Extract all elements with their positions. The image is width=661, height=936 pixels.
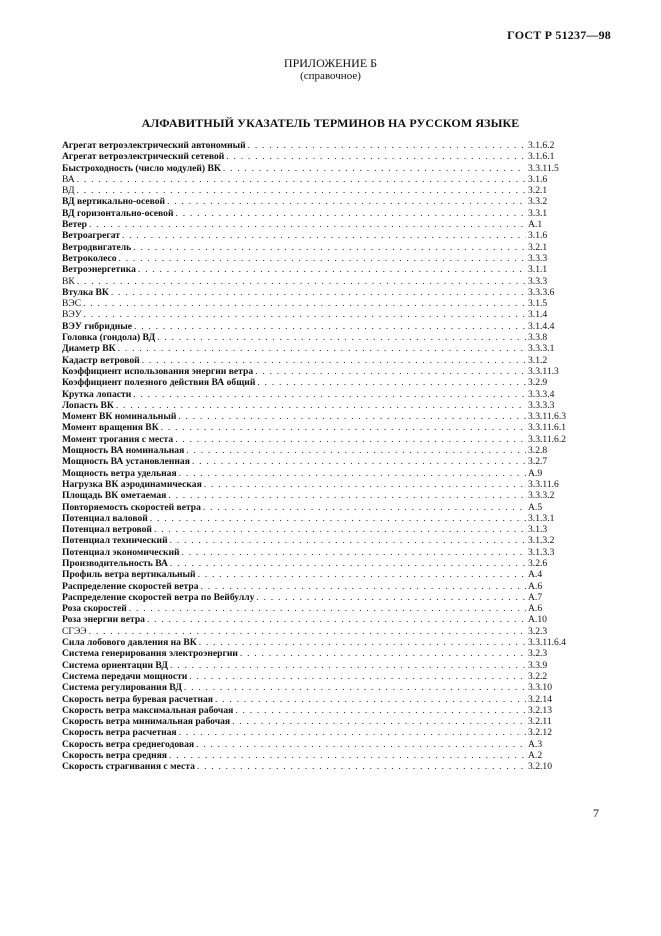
index-entry <box>62 208 586 219</box>
index-term: Скорость страгивания с места <box>62 761 195 773</box>
index-entry <box>62 287 586 298</box>
index-reference: 3.1.1 <box>528 264 548 276</box>
index-term: Потенциал технический <box>62 535 168 547</box>
index-term: Быстроходность (число модулей) ВК <box>62 162 221 174</box>
dot-leader <box>77 276 526 287</box>
dot-leader <box>226 151 526 162</box>
dot-leader <box>184 682 526 693</box>
index-reference: 3.1.5 <box>528 298 548 310</box>
index-entry <box>62 174 586 185</box>
index-reference: 3.3.3.4 <box>528 388 555 400</box>
index-term: Распределение скоростей ветра по Вейбуллу <box>62 591 255 603</box>
index-term: ВЭУ гибридные <box>62 320 133 332</box>
appendix-note: (справочное) <box>300 70 361 82</box>
index-reference: 3.3.3 <box>528 252 548 264</box>
index-reference: 3.2.1 <box>528 185 548 197</box>
index-term: Момент ВК номинальный <box>62 411 177 423</box>
dot-leader <box>111 287 526 298</box>
index-reference: А.5 <box>528 501 543 513</box>
dot-leader <box>215 694 526 705</box>
index-reference: 3.1.6 <box>528 230 548 242</box>
appendix-label: ПРИЛОЖЕНИЕ Б <box>283 56 378 70</box>
dot-leader <box>142 355 526 366</box>
index-entry <box>62 151 586 162</box>
index-term: Агрегат ветроэлектрический сетевой <box>62 151 225 163</box>
dot-leader <box>182 547 526 558</box>
dot-leader <box>186 445 526 456</box>
index-term: Роза скоростей <box>62 603 127 615</box>
index-entry <box>62 637 586 648</box>
index-reference: 3.2.9 <box>528 377 548 389</box>
index-reference: А.9 <box>528 467 543 479</box>
index-entry <box>62 298 586 309</box>
index-entry <box>62 321 586 332</box>
dot-leader <box>170 558 526 569</box>
index-entry <box>62 513 586 524</box>
index-term: Распределение скоростей ветра <box>62 580 199 592</box>
dot-leader <box>77 174 526 185</box>
index-entry <box>62 682 586 693</box>
index-term: Диаметр ВК <box>62 343 116 355</box>
index-term: Производительность ВА <box>62 557 168 569</box>
index-entry <box>62 355 586 366</box>
dot-leader <box>154 524 526 535</box>
dot-leader <box>257 377 526 388</box>
index-reference: 3.3.11.6.2 <box>528 433 567 445</box>
dot-leader <box>240 648 526 659</box>
index-entry <box>62 535 586 546</box>
index-term: Ветроэнергетика <box>62 264 136 276</box>
index-reference: 3.3.3.1 <box>528 343 555 355</box>
index-entry <box>62 264 586 275</box>
dot-leader <box>89 626 526 637</box>
index-entry <box>62 671 586 682</box>
index-reference: 3.1.3.2 <box>528 535 555 547</box>
index-reference: 3.2.2 <box>528 670 548 682</box>
index-term: Система передачи мощности <box>62 670 188 682</box>
index-reference: 3.3.11.5 <box>528 162 559 174</box>
index-entry <box>62 400 586 411</box>
index-term: Агрегат ветроэлектрический автономный <box>62 140 246 151</box>
dot-leader <box>129 603 526 614</box>
index-term: СГЭЭ <box>62 625 87 637</box>
index-entry <box>62 411 586 422</box>
index-term: Мощность ветра удельная <box>62 467 177 479</box>
dot-leader <box>116 400 526 411</box>
dot-leader <box>133 242 526 253</box>
index-entry <box>62 592 586 603</box>
index-term: Коэффициент полезного действия ВА общий <box>62 377 256 389</box>
index-term: Момент вращения ВК <box>62 422 159 434</box>
index-entry <box>62 242 586 253</box>
index-reference: 3.1.3.1 <box>528 512 555 524</box>
dot-leader <box>170 660 526 671</box>
dot-leader <box>255 366 526 377</box>
dot-leader <box>134 321 526 332</box>
dot-leader <box>167 196 526 207</box>
dot-leader <box>138 264 526 275</box>
index-reference: 3.3.3.2 <box>528 490 555 502</box>
dot-leader <box>157 332 526 343</box>
index-reference: 3.3.11.6 <box>528 478 559 490</box>
index-term: Мощность ВА установленная <box>62 456 190 468</box>
index-entry <box>62 558 586 569</box>
index-reference: 3.1.6.1 <box>528 151 555 163</box>
index-term: Скорость ветра максимальная рабочая <box>62 704 234 716</box>
index-entry <box>62 219 586 230</box>
index-term: ВЭУ <box>62 309 82 321</box>
dot-leader <box>178 411 526 422</box>
index-reference: А.6 <box>528 603 543 615</box>
index-reference: 3.1.4.4 <box>528 320 555 332</box>
index-entry <box>62 230 586 241</box>
dot-leader <box>199 637 526 648</box>
index-term: ВД <box>62 185 75 197</box>
index-entry <box>62 727 586 738</box>
dot-leader <box>83 298 526 309</box>
index-term: Ветроколесо <box>62 252 117 264</box>
index-entry <box>62 660 586 671</box>
dot-leader <box>77 185 526 196</box>
dot-leader <box>235 705 526 716</box>
page-title: АЛФАВИТНЫЙ УКАЗАТЕЛЬ ТЕРМИНОВ НА РУССКОМ ЯЗЫКЕ <box>141 116 520 130</box>
index-entry <box>62 569 586 580</box>
index-term: Скорость ветра среднегодовая <box>62 738 195 750</box>
index-entry <box>62 196 586 207</box>
index-term: Крутка лопасти <box>62 388 132 400</box>
index-entry <box>62 366 586 377</box>
index-reference: 3.2.3 <box>528 648 548 660</box>
index-entry <box>62 140 586 151</box>
index-term: Скорость ветра минимальная рабочая <box>62 716 231 728</box>
index-reference: 3.2.1 <box>528 241 548 253</box>
index-term: Головка (гондола) ВД <box>62 332 156 344</box>
index-term: Потенциал ветровой <box>62 524 152 536</box>
dot-leader <box>192 456 526 467</box>
index-entry <box>62 332 586 343</box>
dot-leader <box>223 163 526 174</box>
index-reference: 3.1.4 <box>528 309 548 321</box>
dot-leader <box>161 422 526 433</box>
index-reference: А.1 <box>528 219 543 231</box>
index-reference: А.10 <box>528 614 547 626</box>
index-term: Система ориентации ВД <box>62 659 169 671</box>
index-reference: 3.2.10 <box>528 761 552 773</box>
index-term: Кадастр ветровой <box>62 354 140 366</box>
index-reference: 3.1.2 <box>528 354 548 366</box>
dot-leader <box>189 671 526 682</box>
index-reference: 3.2.3 <box>528 625 548 637</box>
index-entry <box>62 456 586 467</box>
index-entry <box>62 739 586 750</box>
index-reference: 3.2.11 <box>528 716 552 728</box>
dot-leader <box>198 569 526 580</box>
dot-leader <box>118 343 526 354</box>
index-reference: 3.3.11.6.1 <box>528 422 567 434</box>
dot-leader <box>197 761 526 772</box>
index-reference: 3.1.3.3 <box>528 546 555 558</box>
index-term: Ветер <box>62 219 87 231</box>
index-reference: 3.2.6 <box>528 557 548 569</box>
index-reference: А.4 <box>528 569 543 581</box>
index-term: Потенциал экономический <box>62 546 180 558</box>
index-reference: 3.3.11.3 <box>528 365 559 377</box>
index-reference: 3.2.8 <box>528 445 548 457</box>
index-entry <box>62 445 586 456</box>
index-term: Скорость ветра буревая расчетная <box>62 693 213 705</box>
index-entry <box>62 343 586 354</box>
index-entry <box>62 648 586 659</box>
dot-leader <box>169 750 526 761</box>
index-reference: А.3 <box>528 738 543 750</box>
index-term: Коэффициент использования энергии ветра <box>62 365 254 377</box>
index-entry <box>62 502 586 513</box>
index-entry <box>62 761 586 772</box>
dot-leader <box>232 716 526 727</box>
index-entry <box>62 716 586 727</box>
index-entry <box>62 185 586 196</box>
dot-leader <box>89 219 526 230</box>
index-term: ВД горизонтально-осевой <box>62 207 174 219</box>
index-reference: 3.2.12 <box>528 727 552 739</box>
index-reference: А.7 <box>528 591 543 603</box>
dot-leader <box>133 389 526 400</box>
index-entry <box>62 479 586 490</box>
dot-leader <box>196 739 526 750</box>
index-reference: 3.3.10 <box>528 682 552 694</box>
index-entry <box>62 694 586 705</box>
page-number: 7 <box>593 806 599 820</box>
dot-leader <box>201 581 526 592</box>
dot-leader <box>147 614 526 625</box>
index-term: Мощность ВА номинальная <box>62 445 185 457</box>
index-entry <box>62 163 586 174</box>
index-term: Система генерирования электроэнергии <box>62 648 238 660</box>
dot-leader <box>204 479 526 490</box>
index-reference: А.6 <box>528 580 543 592</box>
index-reference: 3.3.2 <box>528 196 548 208</box>
index-entry <box>62 468 586 479</box>
index-entry <box>62 377 586 388</box>
index-entry <box>62 389 586 400</box>
index-term: Скорость ветра средняя <box>62 750 167 762</box>
dot-leader <box>179 727 526 738</box>
index-entry <box>62 434 586 445</box>
index-term: Лопасть ВК <box>62 399 114 411</box>
index-entry <box>62 276 586 287</box>
index-reference: 3.3.8 <box>528 332 548 344</box>
index-entry <box>62 524 586 535</box>
index-term: Потенциал валовой <box>62 512 148 524</box>
index-term: Система регулирования ВД <box>62 682 182 694</box>
index-reference: 3.2.14 <box>528 693 552 705</box>
index-reference: 3.1.3 <box>528 524 548 536</box>
index-entry <box>62 705 586 716</box>
dot-leader <box>170 535 526 546</box>
index-reference: 3.3.3.6 <box>528 286 555 298</box>
index-term: Момент трогания с места <box>62 433 174 445</box>
dot-leader <box>150 513 526 524</box>
document-code: ГОСТ Р 51237—98 <box>507 28 611 42</box>
index-term: Нагрузка ВК аэродинамическая <box>62 478 202 490</box>
index-reference: 3.3.9 <box>528 659 548 671</box>
index-term: Повторяемость скоростей ветра <box>62 501 201 513</box>
index-reference: 3.2.7 <box>528 456 548 468</box>
index-entry <box>62 309 586 320</box>
index-term: Втулка ВК <box>62 286 109 298</box>
index-reference: 3.1.6 <box>528 173 548 185</box>
dot-leader <box>203 502 526 513</box>
dot-leader <box>256 592 526 603</box>
index-term: Ветродвигатель <box>62 241 132 253</box>
index-term: Ветроагрегат <box>62 230 120 242</box>
index-reference: 3.3.1 <box>528 207 548 219</box>
dot-leader <box>175 434 526 445</box>
index-entry <box>62 581 586 592</box>
term-index <box>62 140 586 773</box>
index-term: ВА <box>62 173 75 185</box>
dot-leader <box>84 309 526 320</box>
index-term: Профиль ветра вертикальный <box>62 569 196 581</box>
appendix-heading <box>0 57 661 83</box>
index-entry <box>62 750 586 761</box>
dot-leader <box>119 253 526 264</box>
index-entry <box>62 603 586 614</box>
index-reference: 3.2.13 <box>528 704 552 716</box>
index-reference: 3.3.3 <box>528 275 548 287</box>
index-reference: А.2 <box>528 750 543 762</box>
index-term: ВД вертикально-осевой <box>62 196 166 208</box>
dot-leader <box>122 230 526 241</box>
index-term: Скорость ветра расчетная <box>62 727 177 739</box>
index-term: ВЭС <box>62 298 82 310</box>
index-reference: 3.3.11.6.3 <box>528 411 567 423</box>
index-term: Роза энергии ветра <box>62 614 145 626</box>
index-reference: 3.3.11.6.4 <box>528 637 567 649</box>
index-entry <box>62 626 586 637</box>
index-entry <box>62 422 586 433</box>
index-reference: 3.1.6.2 <box>528 140 555 151</box>
dot-leader <box>168 490 526 501</box>
index-entry <box>62 490 586 501</box>
index-entry <box>62 253 586 264</box>
dot-leader <box>179 468 526 479</box>
index-term: Сила лобового давления на ВК <box>62 637 197 649</box>
dot-leader <box>176 208 527 219</box>
index-entry <box>62 547 586 558</box>
index-term: ВК <box>62 275 75 287</box>
index-term: Площадь ВК ометаемая <box>62 490 167 502</box>
index-reference: 3.3.3.3 <box>528 399 555 411</box>
dot-leader <box>248 140 526 151</box>
index-entry <box>62 614 586 625</box>
